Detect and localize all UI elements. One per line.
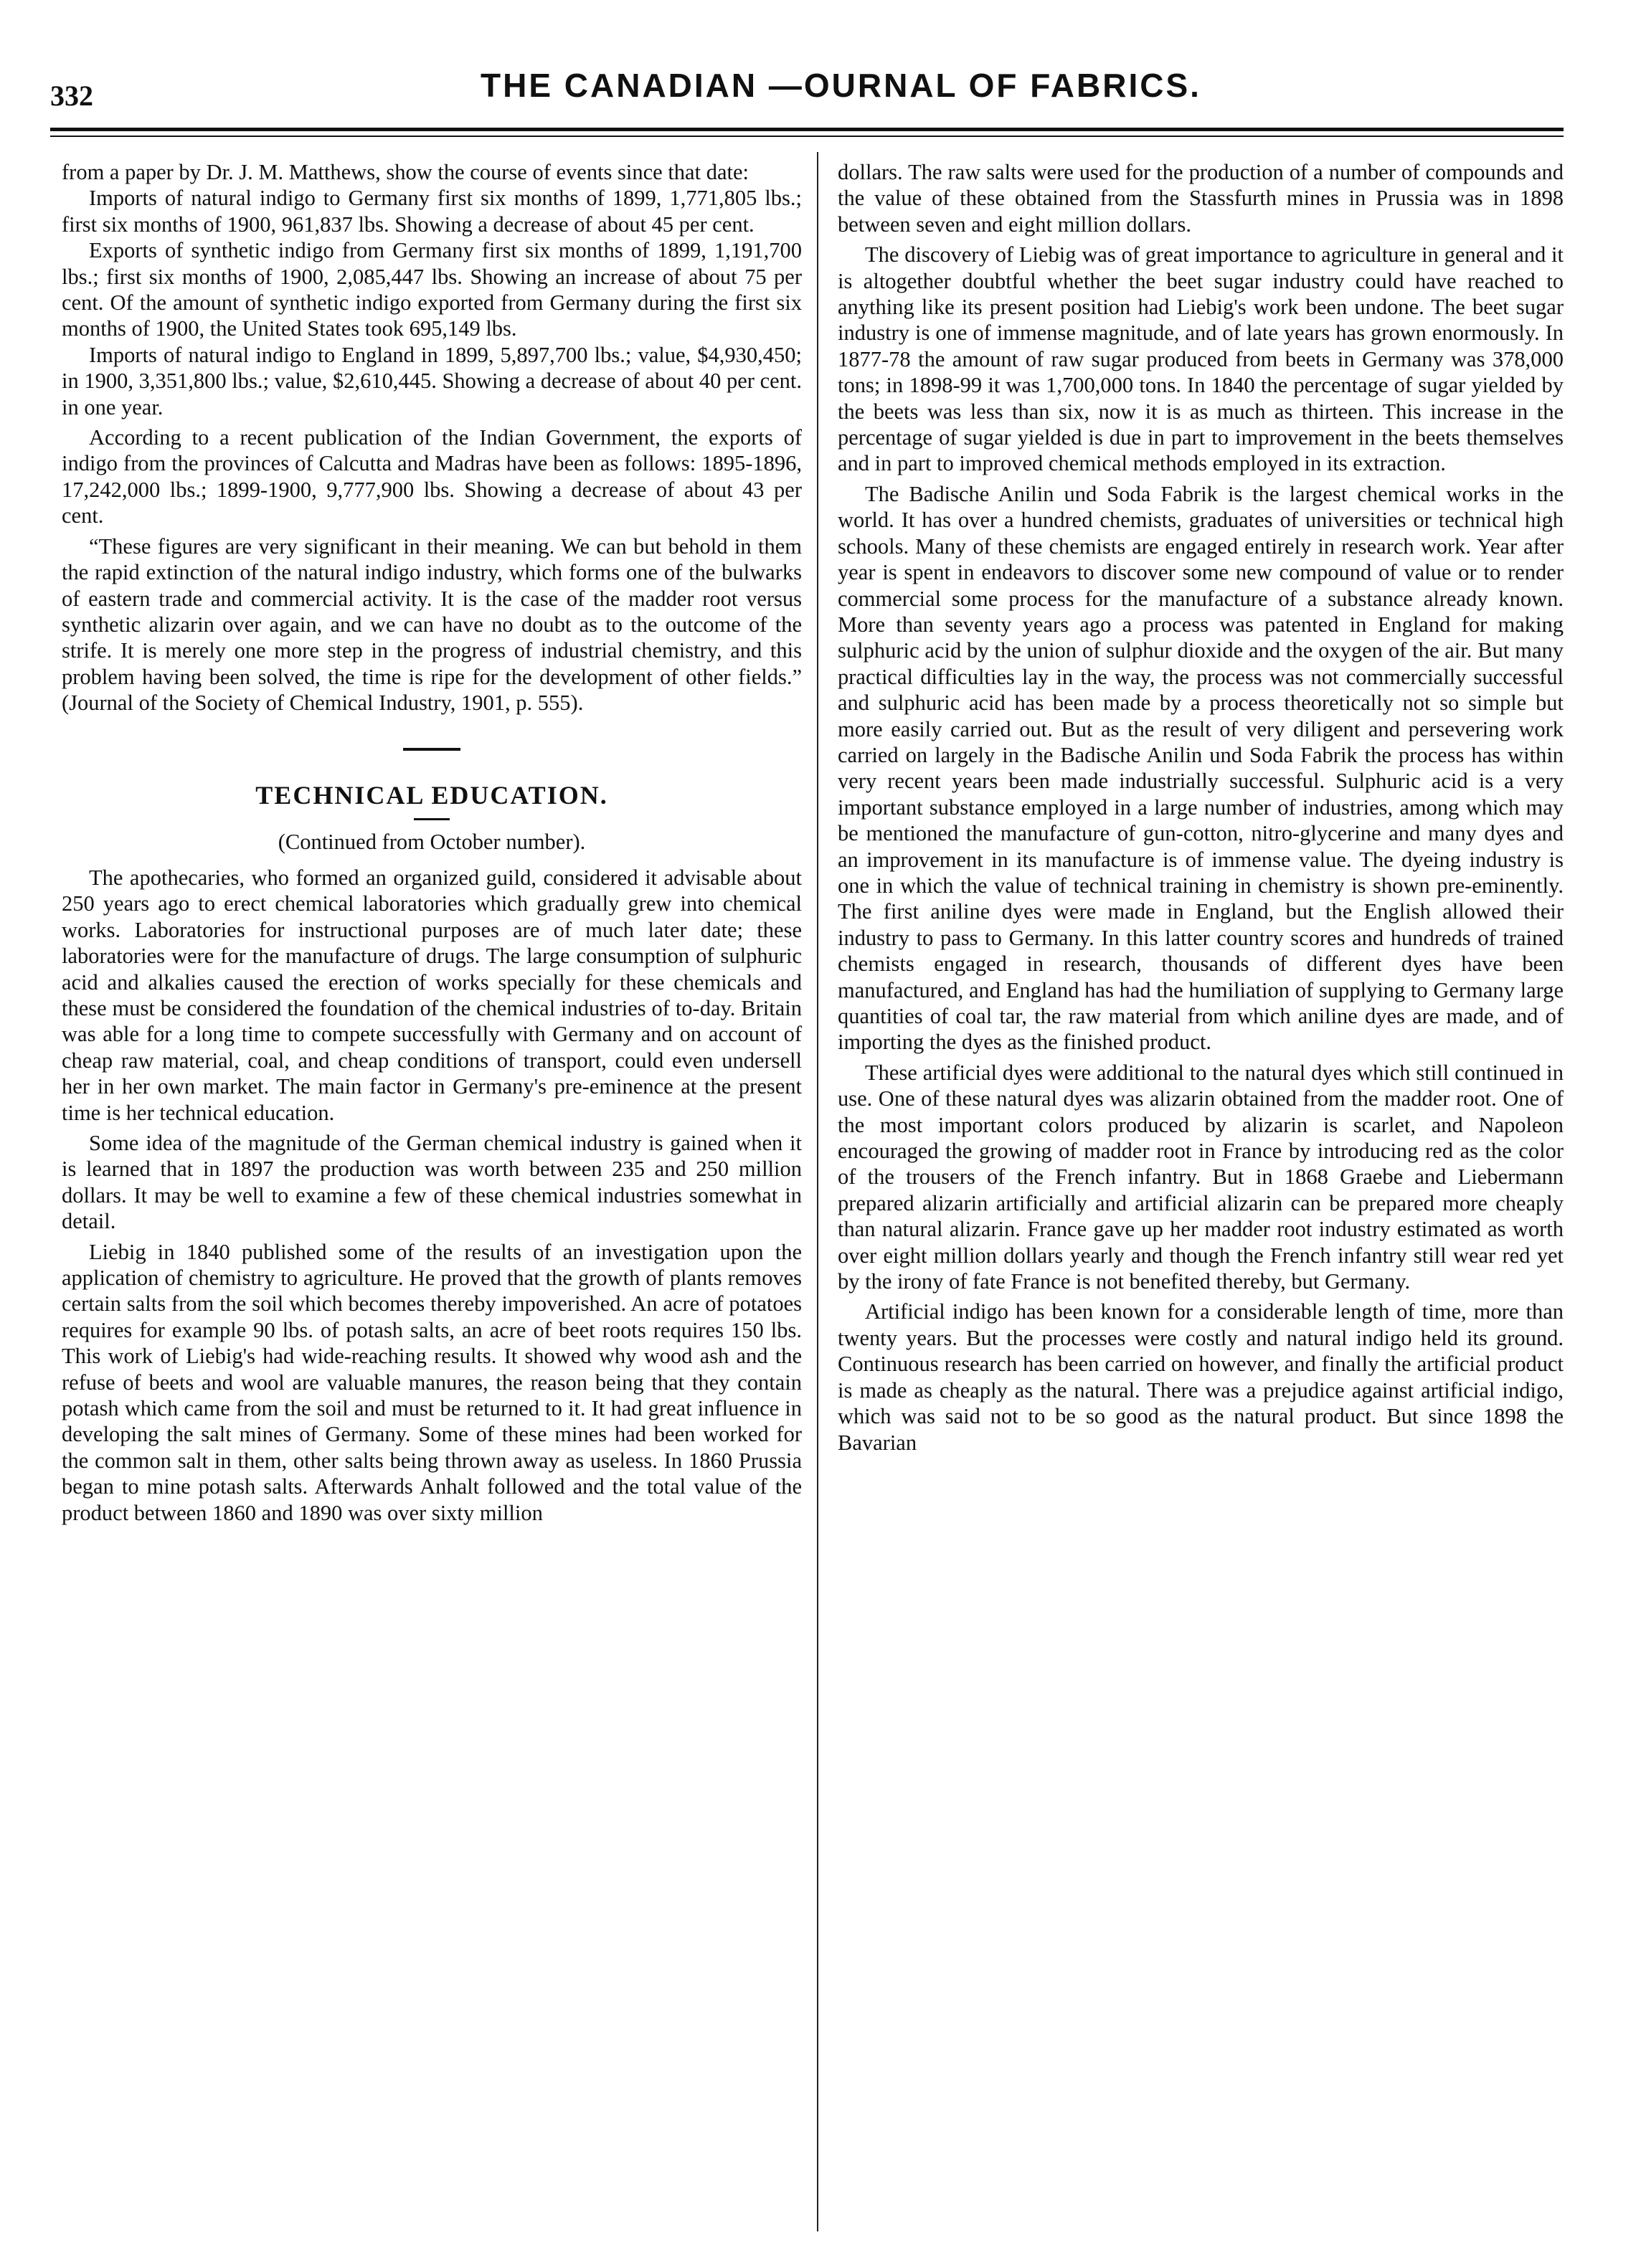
paragraph: Imports of natural indigo to England in 1899, 5,897,700 lbs.; value, $4,930,450; in 1900, 3,351,800 lbs.; value, $2,610,445. Showing a decrease of about 40 per cent. in one year. xyxy=(62,342,802,419)
quoted-paragraph: “These figures are very significant in their meaning. We can but behold in them the rapid extinction of the natural indigo industry, which forms one of the bulwarks of eastern trade and commercial activity. It is the case of the madder root versus synthetic alizarin over again, and we can have no doubt as to the outcome of the strife. It is merely one more step in the progress of industrial chemistry, and this problem having been solved, the time is ripe for the development of other fields.” (Journal of the Society of Chemical Industry, 1901, p. 555). xyxy=(62,533,802,716)
paragraph: Liebig in 1840 published some of the results of an investigation upon the application of chemistry to agriculture. He proved that the growth of plants removes certain salts from the soil which becomes thereby impoverished. An acre of potatoes requires for example 90 lbs. of potash salts, an acre of beet roots requires 150 lbs. This work of Liebig's had wide-reaching results. It showed why wood ash and the refuse of beets and wool are valuable manures, the reason being that they contain potash which came from the soil and must be returned to it. It had great influence in developing the salt mines of Germany. Some of these mines had been worked for the common salt in them, other salts being thrown away as useless. In 1860 Prussia began to mine potash salts. Afterwards Anhalt followed and the total value of the product between 1860 and 1890 was over sixty million xyxy=(62,1239,802,1525)
page-number: 332 xyxy=(50,80,93,112)
paragraph: Imports of natural indigo to Germany first six months of 1899, 1,771,805 lbs.; first six months of 1900, 961,837 lbs. Showing a decrease of about 45 per cent. xyxy=(62,186,802,237)
header-rule-thin xyxy=(50,136,1564,137)
paragraph: The apothecaries, who formed an organized guild, considered it advisable about 250 years ago to erect chemical laboratories which gradually grew into chemical works. Laboratories for instructional purposes are of much later date; these laboratories were for the manufacture of drugs. The large consumption of sulphuric acid and alkalies caused the erection of works specially for these chemicals and these must be considered the foundation of the chemical industries of to-day. Britain was able for a long time to compete successfully with Germany and on account of cheap raw material, coal, and cheap conditions of transport, could even undersell her in her own market. The main factor in Germany's pre-eminence at the present time is her technical education. xyxy=(62,865,802,1125)
paragraph: Exports of synthetic indigo from Germany first six months of 1899, 1,191,700 lbs.; first six months of 1900, 2,085,447 lbs. Showing an increase of about 75 per cent. Of the amount of synthetic indigo exported from Germany during the first six months of 1900, the United States took 695,149 lbs. xyxy=(62,238,802,341)
column-divider xyxy=(817,152,818,2231)
heading-underline xyxy=(414,818,450,820)
right-column xyxy=(838,159,1564,1456)
paragraph: Some idea of the magnitude of the German chemical industry is gained when it is learned that in 1897 the production was worth between 235 and 250 million dollars. It may be well to examine a few of these chemical industries somewhat in detail. xyxy=(62,1131,802,1234)
paragraph: dollars. The raw salts were used for the production of a number of compounds and the value of these obtained from the Stassfurth mines in Prussia was in 1898 between seven and eight million dollars. xyxy=(838,160,1564,237)
journal-title: THE CANADIAN —OURNAL OF FABRICS. xyxy=(481,67,1201,104)
paragraph: According to a recent publication of the Indian Government, the exports of indigo from the provinces of Calcutta and Madras have been as follows: 1895-1896, 17,242,000 lbs.; 1899-1900, 9,777,900 lbs. Showing a decrease of about 43 per cent. xyxy=(62,425,802,528)
section-heading: TECHNICAL EDUCATION. xyxy=(255,780,608,810)
section-subheading: (Continued from October number). xyxy=(278,829,586,854)
paragraph: The Badische Anilin und Soda Fabrik is the largest chemical works in the world. It has over a hundred chemists, graduates of universities or technical high schools. Many of these chemists are engaged entirely in research work. Year after year is spent in endeavors to discover some new compound of value or to render commercial some process for the manufacture of a substance already known. More than seventy years ago a process was patented in England for making sulphuric acid by the union of sulphur dioxide and the oxygen of the air. But many practical difficulties lay in the way, the process was not commercially successful and sulphuric acid has been made by a process theoretically not so simple but more easily carried out. But as the result of very diligent and persevering work carried on largely in the Badische Anilin und Soda Fabrik the process has within very recent years been made industrially successful. Sulphuric acid is a very important substance employed in a large number of industries, among which may be mentioned the manufacture of gun-cotton, nitro-glycerine and many dyes and an improvement in its manufacture is of immense value. The dyeing industry is one in which the value of technical training in chemistry is shown pre-eminently. The first aniline dyes were made in England, but the English allowed their industry to pass to Germany. In this latter country scores and hundreds of trained chemists engaged in research, thousands of different dyes have been manufactured, and England has had the humiliation of supplying to Germany large quantities of coal tar, the raw material from which aniline dyes are made, and of importing the dyes as the finished product. xyxy=(838,481,1564,1055)
header-rule-thick xyxy=(50,128,1564,131)
paragraph: The discovery of Liebig was of great importance to agriculture in general and it is altogether doubtful whether the beet sugar industry could have reached to anything like its present position had Liebig's work been undone. The beet sugar industry is one of immense magnitude, and of late years has grown enormously. In 1877-78 the amount of raw sugar produced from beets in Germany was 378,000 tons; in 1898-99 it was 1,700,000 tons. In 1840 the percentage of sugar yielded by the beets was less than six, now it is as much as thirteen. This increase in the percentage of sugar yielded is due in part to improvement in the beets themselves and in part to improved chemical methods employed in its extraction. xyxy=(838,242,1564,476)
paragraph: These artificial dyes were additional to the natural dyes which still continued in use. One of these natural dyes was alizarin obtained from the madder root. One of the most important colors produced by alizarin is scarlet, and Napoleon encouraged the growing of madder root in France by introducing red as the color of the trousers of the French infantry. But in 1868 Graebe and Liebermann prepared alizarin artificially and artificial alizarin can be prepared more cheaply than natural alizarin. France gave up her madder root industry estimated as worth over eight million dollars yearly and though the French infantry still wear red yet by the irony of fate France is not benefited thereby, but Germany. xyxy=(838,1060,1564,1294)
paragraph: from a paper by Dr. J. M. Matthews, show the course of events since that date: xyxy=(62,160,749,184)
left-column xyxy=(62,159,802,1526)
section-divider xyxy=(403,748,460,751)
paragraph: Artificial indigo has been known for a considerable length of time, more than twenty years. But the processes were costly and natural indigo held its ground. Continuous research has been carried on however, and finally the artificial product is made as cheaply as the natural. There was a prejudice against artificial indigo, which was said not to be so good as the natural product. But since 1898 the Bavarian xyxy=(838,1299,1564,1455)
page-header xyxy=(50,66,1556,123)
